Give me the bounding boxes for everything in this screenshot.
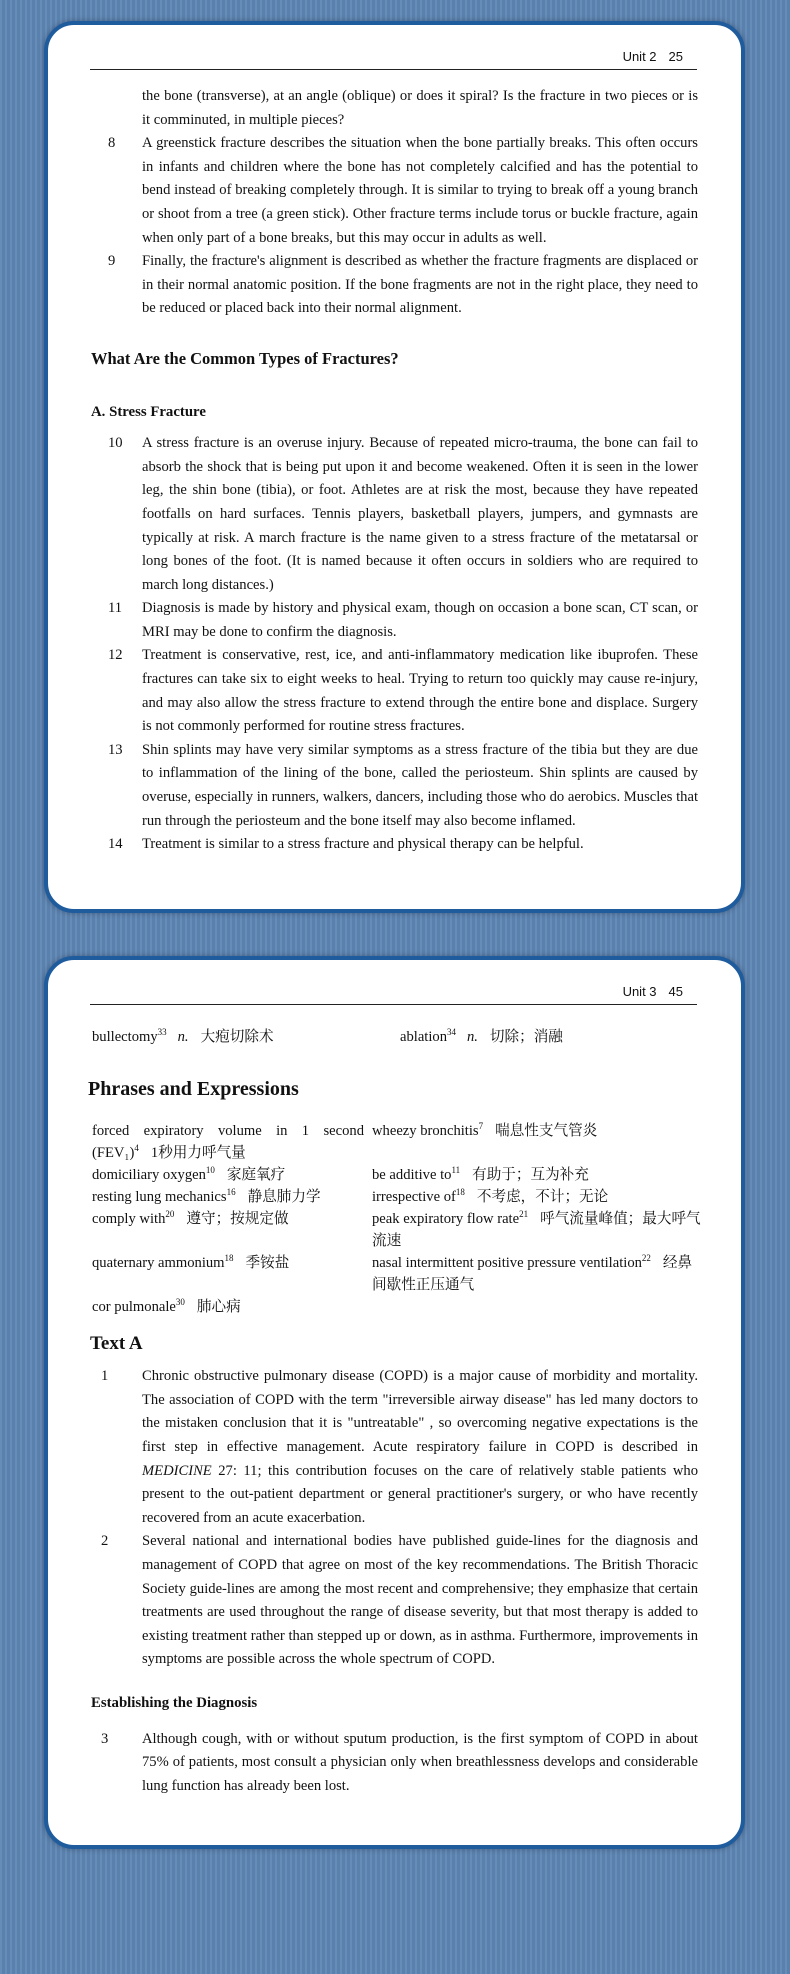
page-number: 25 [668,49,683,64]
paragraph: 3 Although cough, with or without sputum production, is the first symptom of COPD in about 75% of patients, most consult a physician only when breathlessness develops and considerable lung function has already been lost. [101,1730,698,1794]
phrase-item: peak expiratory flow rate$^{21}$ 呼气流量峰值；最大呼气流速 [372,1208,701,1249]
paragraph: 12 Treatment is conservative, rest, ice, and anti-inflammatory medication like ibuprofen. These fractures can take six to eight weeks to heal. Trying to return too quickly may cause re-injury, and may also allow the stress fracture to extend through the entire bone and displace. Surgery is not commonly performed for routine stress fractures. [108,647,698,735]
vocab-item: ablation$^{34}$ n. 切除；消融 [400,1027,563,1045]
text-title: Text A [90,1332,143,1354]
unit-label: Unit 2 [622,49,657,64]
phrases-heading: Phrases and Expressions [88,1078,299,1100]
phrase-item: be additive $to^{11}$ 有助于；互为补充 [372,1164,589,1183]
paragraph: 9 Finally, the fracture's alignment is described as whether the fracture fragments are displaced or in their normal anatomic position. If the bone fragments are not in the right place, they need to be reduced or placed back into their normal alignment. [108,253,698,317]
phrase-item: irrespective $of^{18}$ 不考虑，不计；无论 [372,1186,609,1205]
paragraph: 2 Several national and international bodies have published guide-lines for the diagnosis and management of COPD that agree on most of the key recommendations. The British Thoracic Society guide-lines are among the most recent and comprehensive; they emphasize that certain treatments are used throughout the range of disease severity, but that most therapy is added to existing treatment rather than stepped up or down, as in asthma. Furthermore, improvements in symptoms are possible across the whole spectrum of COPD. [101,1533,698,1668]
page-card-unit2 [44,21,745,913]
page-header [90,984,697,1005]
phrase-item: nasal intermittent positive pressure ventilation$^{22}$ 经鼻间歇性正压通气 [372,1252,693,1293]
paragraph: 13 Shin splints may have very similar symptoms as a stress fracture of the tibia but they are due to inflammation of the lining of the bone, called the periosteum. Shin splints are caused by overuse, especially in runners, walkers, dancers, including those who do aerobics. Muscles that run through the periosteum and the bone itself may also become inflamed. [108,741,698,829]
paragraph: 11 Diagnosis is made by history and physical exam, though on occasion a bone scan, CT scan, or MRI may be done to confirm the diagnosis. [108,600,698,640]
paragraph: 8 A greenstick fracture describes the situation when the bone partially breaks. This often occurs in infants and children where the bone has not completely calcified and has the potential to bend instead of breaking completely through. It is similar to trying to break off a young branch or shoot from a tree (a green stick). Other fracture terms include torus or buckle fracture, again when only part of a bone breaks, but this may occur in adults as well. [108,135,698,246]
subheading: Establishing the Diagnosis [91,1694,258,1711]
paragraph: 10 A stress fracture is an overuse injury. Because of repeated micro-trauma, the bone can fail to absorb the shock that is being put upon it and become weakened. Often it is seen in the lower leg, the shin bone (tibia), or foot. Athletes are at risk the most, because they have repeated footfalls on hard surfaces. Tennis players, basketball players, jumpers, and gymnasts are typically at risk. A march fracture is the name given to a stress fracture of the metatarsal or long bones of the foot. (It is named because it often occurs in soldiers who are required to march long distances.) [108,435,698,593]
phrase-item: forced expiratory volume in 1 second $(FEV_1)^4$ 1秒用力呼气量 [92,1122,364,1161]
phrase-item: resting lung mechanics$^{16}$ 静息肺力学 [92,1186,321,1205]
subheading: A. Stress Fracture [91,403,206,420]
section-heading: What Are the Common Types of Fractures? [91,348,399,368]
phrase-item: cor pulmonale$^{30}$ 肺心病 [92,1296,241,1315]
paragraph: 14 Treatment is similar to a stress fracture and physical therapy can be helpful. [108,836,584,853]
page-number: 45 [668,984,683,999]
phrase-item: comply with$^{20}$ 遵守；按规定做 [92,1208,289,1227]
paragraph-continued: the bone (transverse), at an angle (oblique) or does it spiral? Is the fracture in two pieces or is it comminuted, in multiple pieces? [142,88,698,128]
paragraph: 1 Chronic obstructive pulmonary disease (COPD) is a major cause of morbidity and mortality. The association of COPD with the term "irreversible airway disease" has led many doctors to the mistaken conclusion that it is "untreatable" , so overcoming negative expectations is the first step in effective management. Acute respiratory failure in COPD is described in MEDICINE 27: 11; this contribution focuses on the care of relatively stable patients who present to the out-patient department or general practitioner's surgery, or who have recently recovered from an acute exacerbation. [101,1368,698,1526]
vocab-item: bullectomy$^{33}$ n. 大疱切除术 [92,1027,274,1045]
phrase-item: domiciliary oxygen$^{10}$ 家庭氧疗 [92,1164,286,1183]
page-card-unit3 [44,956,745,1849]
page-header [90,49,697,70]
phrase-item: wheezy bronchitis$^7$ 喘息性支气管炎 [372,1120,598,1139]
phrase-item: quaternary ammonium$^{18}$ 季铵盐 [92,1252,290,1271]
unit-label: Unit 3 [622,984,657,999]
